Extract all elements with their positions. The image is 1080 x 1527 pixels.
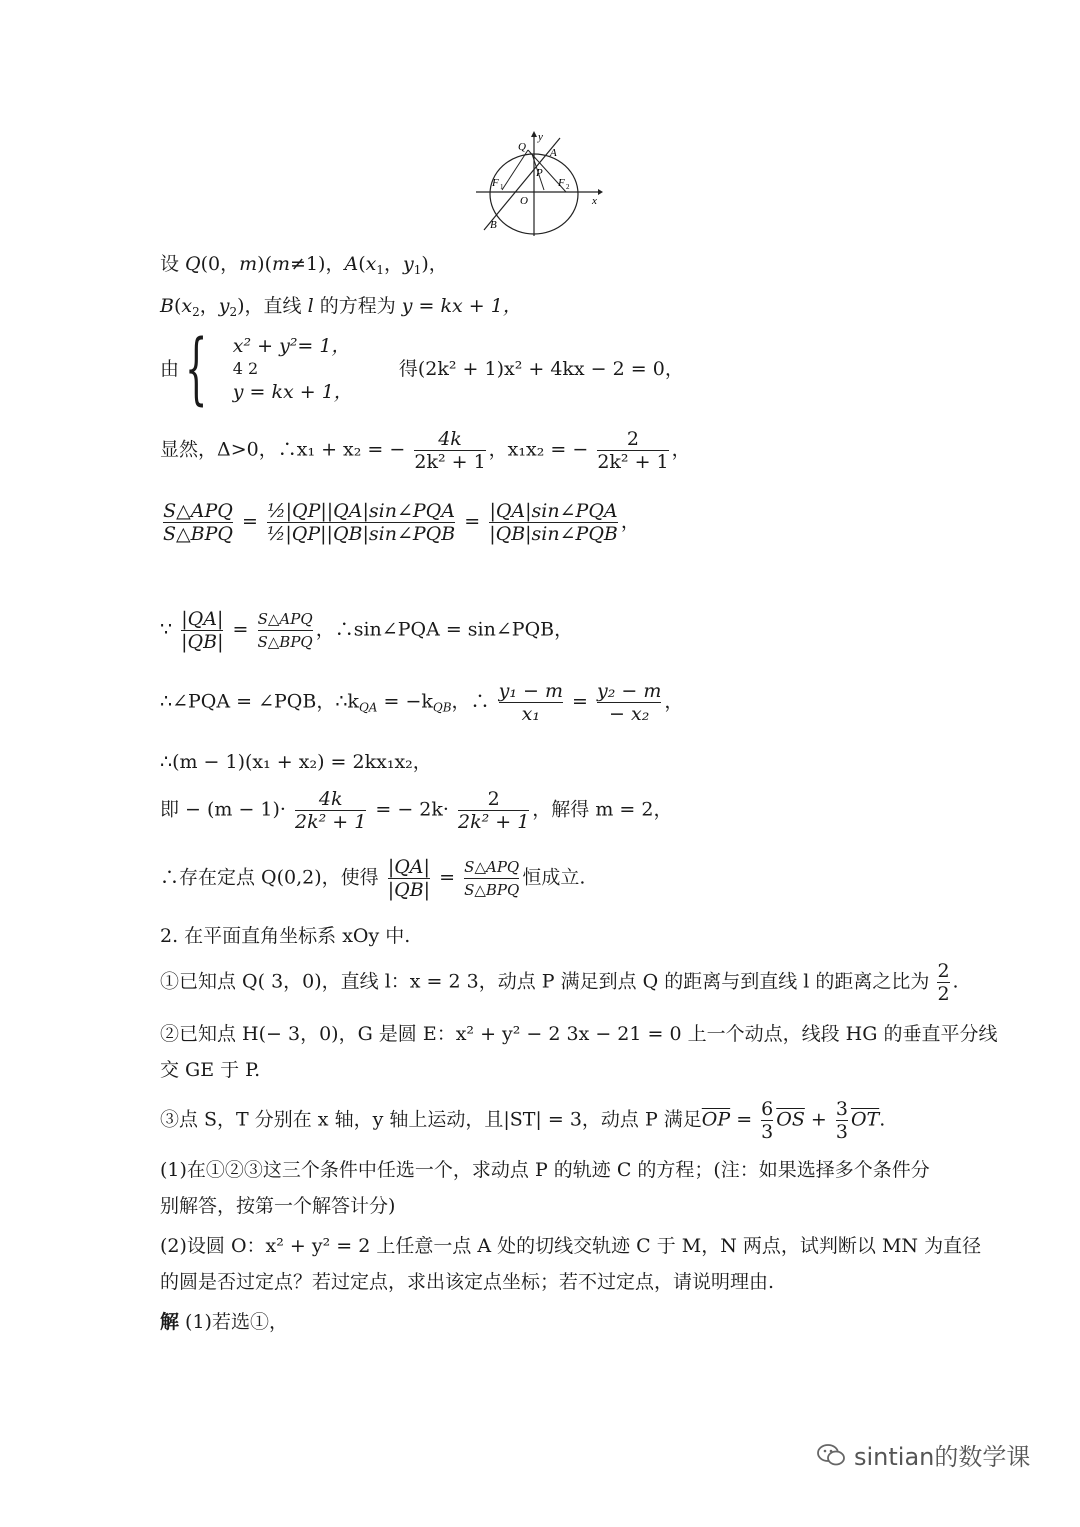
fraction: [499, 680, 563, 725]
system-row-1-denoms: 4 2: [232, 359, 259, 378]
condition-1: [160, 960, 959, 1005]
left-brace: {: [185, 324, 208, 414]
condition-2-line-1: [160, 1022, 997, 1046]
var: B: [160, 295, 174, 317]
text: ，: [620, 510, 640, 533]
denominator: 2: [937, 983, 950, 1005]
text: ∵: [160, 618, 173, 641]
question-1-line-2: [160, 1194, 395, 1218]
text: .: [952, 970, 959, 993]
fraction: [597, 680, 661, 725]
text: (1)在①②③这三个条件中任选一个，求动点 P 的轨迹 C 的方程；(注：如果选择多个条件分: [160, 1159, 930, 1181]
watermark-text: sintian的数学课: [854, 1443, 1031, 1471]
text: 的圆是否过定点？若过定点，求出该定点坐标；若不过定点，请说明理由.: [160, 1271, 775, 1293]
label-F1: F: [492, 177, 499, 189]
x-axis-arrow: [598, 189, 603, 195]
numerator: 2: [487, 788, 500, 810]
numerator: S△APQ: [163, 500, 233, 522]
text: 恒成立.: [522, 866, 586, 889]
label-F2: F: [558, 177, 565, 189]
fraction: [258, 608, 313, 653]
fraction: [597, 428, 668, 473]
var: y: [402, 253, 414, 275]
text: ≠1)，: [290, 253, 345, 275]
numerator: 4k: [318, 788, 343, 810]
fraction: [295, 788, 366, 833]
equals: =: [439, 866, 456, 889]
watermark: [816, 1437, 1030, 1474]
numerator: 2: [937, 960, 950, 982]
text: (2)设圆 O：x² + y² = 2 上任意一点 A 处的切线交轨迹 C 于 M，N 两点，试判断以 MN 为直径: [160, 1235, 982, 1257]
label-F2-sub: 2: [566, 183, 570, 191]
fraction-area: [163, 500, 233, 545]
text: = −k: [377, 690, 433, 713]
label-y: y: [538, 131, 543, 143]
system-row-2: y = kx + 1，: [232, 381, 353, 403]
question-2-line-1: [160, 1234, 981, 1258]
line-8: [160, 750, 432, 774]
text: ，∴sin∠PQA = sin∠PQB，: [315, 618, 574, 641]
fraction: [388, 856, 430, 901]
subscript: QA: [358, 700, 378, 715]
var: x: [181, 295, 193, 317]
text: (0，: [200, 253, 240, 275]
solution-label: 解: [160, 1311, 180, 1333]
label-A: A: [550, 147, 557, 159]
var: Q: [185, 253, 201, 275]
fraction: [836, 1098, 848, 1143]
label-F1-sub: 1: [500, 183, 504, 191]
denominator: 3: [761, 1121, 774, 1143]
label-x: x: [592, 195, 597, 207]
label-Q: Q: [518, 141, 526, 153]
line-7: [160, 680, 683, 725]
fraction-sine-ratio: [489, 500, 618, 545]
ellipse-figure: [470, 128, 610, 238]
fraction: [761, 1098, 773, 1143]
segment-QF1: [502, 150, 528, 190]
text: 由: [160, 358, 180, 380]
var: m: [272, 253, 291, 275]
text: 即 − (m − 1)·: [160, 798, 286, 821]
text: )(: [257, 253, 272, 275]
numerator: S△APQ: [464, 858, 520, 876]
numerator: y₁ − m: [498, 680, 563, 702]
var: x: [365, 253, 377, 275]
text: )，: [421, 253, 448, 275]
problem-2-head: [160, 924, 410, 948]
equals: =: [242, 510, 258, 533]
text: ①已知点 Q( 3，0)，直线 l：x = 2 3，动点 P 满足到点 Q 的距离与到直线 l 的距离之比为: [160, 970, 930, 993]
numerator: 2: [626, 428, 640, 450]
numerator: 3: [835, 1098, 848, 1120]
text: 别解答，按第一个解答计分): [160, 1195, 396, 1217]
numerator: y₂ − m: [597, 680, 662, 702]
var: y: [218, 295, 230, 317]
line-6: [160, 608, 573, 653]
text: 显然，Δ>0，∴x₁ + x₂ = −: [160, 438, 406, 461]
label-B: B: [490, 219, 497, 231]
var: m: [239, 253, 258, 275]
denominator: |QB|sin∠PQB: [489, 523, 618, 545]
denominator: |QB|: [181, 631, 224, 653]
text: ，: [671, 438, 691, 461]
text: ∴(m − 1)(x₁ + x₂) = 2kx₁x₂，: [160, 751, 432, 773]
equals: =: [232, 618, 249, 641]
equals: =: [464, 510, 481, 533]
label-O: O: [520, 195, 528, 207]
question-1-line-1: [160, 1158, 930, 1182]
subscript: QB: [432, 700, 452, 715]
line-1: [160, 252, 448, 282]
label-P: P: [536, 167, 543, 179]
numerator: ½|QP||QA|sin∠PQA: [267, 500, 455, 522]
text: ∴∠PQA = ∠PQB，∴k: [160, 690, 359, 713]
text: ，: [383, 253, 403, 275]
line-5-area-ratio: [160, 500, 640, 545]
numerator: |QA|: [387, 856, 430, 878]
denominator: 2k² + 1: [295, 811, 367, 833]
denominator: 2k² + 1: [414, 451, 486, 473]
subscript: 2: [192, 305, 200, 319]
fraction-half-product: [267, 500, 455, 545]
line-4: [160, 428, 691, 473]
text: (: [358, 253, 366, 275]
denominator: S△BPQ: [258, 630, 313, 653]
question-2-line-2: [160, 1270, 774, 1294]
text: 设: [160, 253, 186, 275]
system-row-1: x² + y²= 1，: [232, 335, 351, 357]
numerator: 4k: [438, 428, 462, 450]
fraction: [937, 960, 949, 1005]
denominator: x₁: [499, 702, 563, 725]
condition-2-line-2: [160, 1058, 260, 1082]
var: l: [307, 295, 314, 317]
y-axis-arrow: [531, 131, 537, 137]
denominator: 2k² + 1: [597, 451, 669, 473]
text: =: [730, 1108, 759, 1131]
text: ，x₁x₂ = −: [488, 438, 589, 461]
text: )，直线: [237, 295, 308, 317]
var: A: [344, 253, 359, 275]
text: ，: [199, 295, 219, 317]
text: ∴存在定点 Q(0,2)，使得: [160, 866, 379, 889]
equation: y = kx + 1，: [401, 295, 522, 317]
numerator: S△APQ: [257, 610, 313, 628]
line-2: [160, 294, 522, 324]
wechat-icon: [816, 1442, 846, 1474]
text: ，解得 m = 2，: [532, 798, 673, 821]
text: 的方程为: [313, 295, 402, 317]
fraction: [464, 856, 519, 901]
denominator: − x₂: [597, 702, 661, 725]
text: .: [879, 1108, 886, 1131]
line-10: [160, 856, 585, 901]
vector-OS: $\overline{OS}$: [776, 1108, 805, 1131]
text: 得(2k² + 1)x² + 4kx − 2 = 0，: [398, 358, 684, 380]
text: = − 2k·: [369, 798, 449, 821]
text: (1)若选①，: [179, 1311, 288, 1333]
text: ③点 S，T 分别在 x 轴，y 轴上运动，且|ST| = 3，动点 P 满足: [160, 1108, 702, 1131]
denominator: ½|QP||QB|sin∠PQB: [266, 523, 456, 545]
text: ②已知点 H(− 3，0)，G 是圆 E：x² + y² − 2 3x − 21 = 0 上一个动点，线段 HG 的垂直平分线: [160, 1023, 998, 1045]
text: ，∴: [451, 690, 490, 713]
subscript: 1: [376, 263, 384, 277]
numerator: 6: [761, 1098, 774, 1120]
denominator: 3: [835, 1121, 848, 1143]
text: (: [173, 295, 182, 317]
line-9: [160, 788, 672, 833]
line-3-system: [160, 324, 684, 414]
text: ，: [664, 690, 684, 713]
numerator: |QA|: [181, 608, 224, 630]
text: 交 GE 于 P.: [160, 1059, 261, 1081]
fraction: [458, 788, 529, 833]
denominator: 2k² + 1: [457, 811, 530, 833]
numerator: |QA|sin∠PQA: [489, 500, 618, 522]
denominator: |QB|: [387, 879, 431, 901]
subscript: 1: [413, 263, 422, 277]
equals: =: [572, 690, 588, 713]
denominator: S△BPQ: [464, 878, 519, 901]
fraction: [181, 608, 223, 653]
solution-start: [160, 1310, 288, 1334]
denominator: S△BPQ: [163, 523, 233, 545]
subscript: 2: [229, 305, 238, 319]
vector-OT: $\overline{OT}$: [850, 1108, 880, 1131]
system-rows: [233, 330, 353, 408]
text: +: [804, 1108, 833, 1131]
vector-OP: $\overline{OP}$: [701, 1108, 731, 1131]
fraction: [414, 428, 485, 473]
condition-3: [160, 1098, 885, 1143]
text: 2. 在平面直角坐标系 xOy 中.: [160, 925, 411, 947]
